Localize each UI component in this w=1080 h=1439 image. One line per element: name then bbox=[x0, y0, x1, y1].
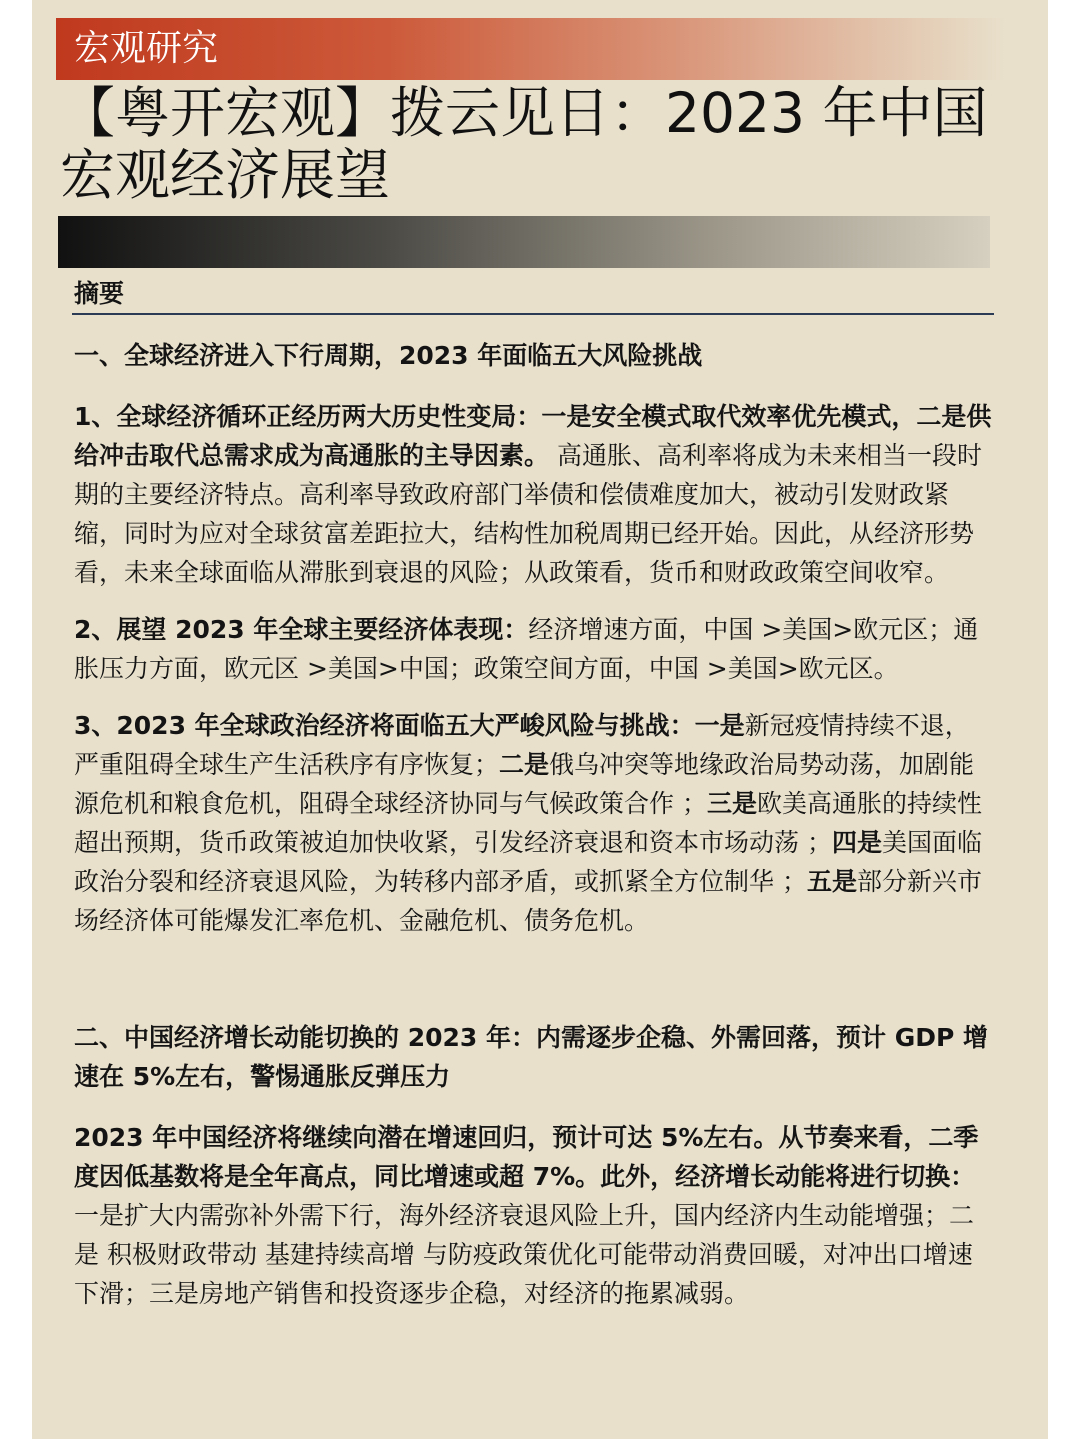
item-1-bold-text: 1、全球经济循环正经历两大历史性变局：一是安全模式取代效率优先模式，二是供给冲击取代总需求成为高通胀的主导因素。 bbox=[74, 402, 992, 470]
item-1-text: 高通胀、高利率将成为未来相当一段时期的主要经济特点。高利率导致政府部门举债和偿债难度加大，被动引发财政紧缩，同时为应对全球贫富差距拉大，结构性加税周期已经开始。因此，从经济形势看，未来全球面临从滞胀到衰退的风险；从政策看，货币和财政政策空间收窄。 bbox=[74, 441, 982, 587]
abstract-heading: 摘要 bbox=[74, 279, 125, 308]
item-2-bold-text: 2、展望 2023 年全球主要经济体表现： bbox=[74, 615, 529, 644]
document-title: 【粤开宏观】拨云见日：2023 年中国宏观经济展望 bbox=[60, 81, 988, 207]
section-1-item-1 bbox=[74, 397, 992, 592]
item-3-bold-4: 四是 bbox=[831, 828, 882, 857]
abstract-content bbox=[74, 336, 992, 1313]
decorative-gradient-bar bbox=[58, 216, 990, 268]
section-1-item-3 bbox=[74, 706, 992, 940]
item-3-bold-3: 三是 bbox=[706, 789, 757, 818]
item-3-text-2: 俄乌冲突等地缘政治局势动荡，加剧能源危机和粮食危机，阻碍全球经济协同与气候政策合作 ； bbox=[74, 750, 975, 818]
document-page bbox=[32, 0, 1048, 1439]
abstract-divider bbox=[72, 313, 994, 315]
section-1-item-2 bbox=[74, 610, 992, 688]
section-2-bold-text: 2023 年中国经济将继续向潜在增速回归，预计可达 5%左右。从节奏来看，二季度因低基数将是全年高点，同比增速或超 7%。此外，经济增长动能将进行切换： bbox=[74, 1123, 979, 1191]
item-3-text-3: 欧美高通胀的持续性超出预期，货币政策被迫加快收紧，引发经济衰退和资本市场动荡 ； bbox=[74, 789, 982, 857]
item-3-text-1: 新冠疫情持续不退，严重阻碍全球生产生活秩序有序恢复； bbox=[74, 711, 970, 779]
item-2-text: 经济增速方面，中国 >美国>欧元区；通胀压力方面，欧元区 >美国>中国；政策空间方面，中国 >美国>欧元区。 bbox=[74, 615, 979, 683]
item-3-bold-text: 3、2023 年全球政治经济将面临五大严峻风险与挑战：一是 bbox=[74, 711, 745, 740]
section-2-paragraph bbox=[74, 1118, 992, 1313]
section-1-title: 一、全球经济进入下行周期，2023 年面临五大风险挑战 bbox=[74, 341, 703, 370]
section-banner bbox=[56, 18, 1006, 80]
item-3-text-5: 部分新兴市场经济体可能爆发汇率危机、金融危机、债务危机。 bbox=[74, 867, 982, 935]
section-2-title: 二、中国经济增长动能切换的 2023 年：内需逐步企稳、外需回落，预计 GDP 增速在 5%左右，警惕通胀反弹压力 bbox=[74, 1023, 988, 1091]
item-3-bold-2: 二是 bbox=[499, 750, 550, 779]
section-2-text: 一是扩大内需弥补外需下行，海外经济衰退风险上升，国内经济内生动能增强；二是 积极财政带动 基建持续高增 与防疫政策优化可能带动消费回暖，对冲出口增速下滑；三是房地产销售和投资逐步企稳，对经济的拖累减弱。 bbox=[74, 1201, 975, 1308]
item-3-text-4: 美国面临政治分裂和经济衰退风险，为转移内部矛盾，或抓紧全方位制华 ； bbox=[74, 828, 982, 896]
item-3-bold-5: 五是 bbox=[806, 867, 857, 896]
section-banner-label: 宏观研究 bbox=[74, 28, 219, 69]
